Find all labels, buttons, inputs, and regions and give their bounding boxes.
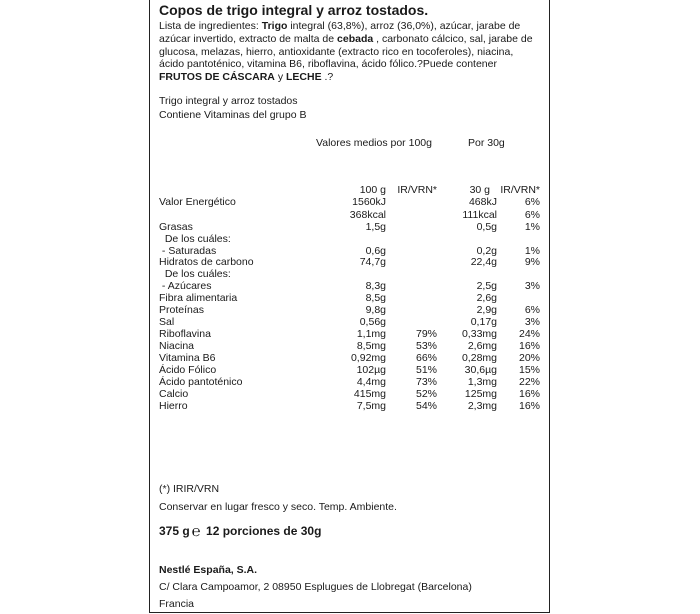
value-per100g: 102µg [356,364,386,376]
value-per100g: 368kcal [349,209,386,221]
ir-per30g: 1% [524,221,540,233]
ir-per30g: 20% [518,352,540,364]
subheader-ir-100g: IR/VRN* [397,184,437,196]
nutrient-name: Hidratos de carbono [159,256,254,268]
nutrient-name: Riboflavina [159,328,211,340]
subheader-100g: 100 g [359,184,386,196]
subheader-ir-30g: IR/VRN* [500,184,540,196]
ir-per30g: 24% [518,328,540,340]
value-per100g: 415mg [353,388,386,400]
ir-per30g: 6% [524,196,540,208]
value-per30g: 2,5g [476,280,497,292]
value-per100g: 1560kJ [352,196,386,208]
value-per30g: 0,28mg [461,352,497,364]
nutrient-name: Proteínas [159,304,204,316]
ir-per100g: 51% [415,364,437,376]
ir-per30g: 1% [524,245,540,257]
nutrient-name: Calcio [159,388,189,400]
ir-per30g: 16% [518,400,540,412]
ir-per30g: 3% [524,316,540,328]
value-per30g: 2,6g [476,292,497,304]
nutrient-name: Hierro [159,400,188,412]
nutrient-name: Ácido pantoténico [159,376,243,388]
value-per30g: 468kJ [468,196,497,208]
value-per30g: 22,4g [470,256,497,268]
nutrient-name: - Azúcares [159,280,212,292]
ingredients-segment: integral (63,8%), arroz (36,0%), azúcar, jarabe de azúcar invertido, extracto de malta de [159,20,521,45]
ir-per30g: 16% [518,340,540,352]
nutrient-name: Vitamina B6 [159,352,216,364]
ir-per100g: 73% [415,376,437,388]
nutrient-name: Grasas [159,221,193,233]
ir-per30g: 15% [518,364,540,376]
nutrient-name: - Saturadas [159,245,217,257]
value-per30g: 0,33mg [461,328,497,340]
ir-per100g: 79% [415,328,437,340]
value-per100g: 1,5g [365,221,386,233]
value-per30g: 111kcal [462,209,497,221]
net-weight: 375 g [159,524,190,538]
ir-per30g: 22% [518,376,540,388]
value-per100g: 8,5g [365,292,386,304]
nutrient-name: De los cuáles: [159,268,231,280]
nutrient-name: Fibra alimentaria [159,292,238,304]
ingredients-list [159,20,539,84]
value-per30g: 0,5g [476,221,497,233]
nutrient-name: Ácido Fólico [159,364,217,376]
value-per30g: 2,3mg [467,400,497,412]
ir-per30g: 3% [524,280,540,292]
value-per100g: 1,1mg [356,328,386,340]
package-info [159,524,321,538]
company-name: Nestlé España, S.A. [159,564,258,576]
ingredients-segment: Lista de ingredientes: [159,20,262,32]
value-per100g: 4,4mg [356,376,386,388]
storage-text: Conservar en lugar fresco y seco. Temp. Ambiente. [159,501,397,513]
ir-per100g: 53% [415,340,437,352]
subheader-30g: 30 g [469,184,490,196]
product-title: Copos de trigo integral y arroz tostados. [159,2,429,18]
description-line-1: Trigo integral y arroz tostados [159,95,298,107]
value-per30g: 0,17g [470,316,497,328]
ingredients-segment: .? [321,71,334,84]
nutrient-name: De los cuáles: [159,233,231,245]
ingredients-segment: y [274,71,286,84]
ingredients-segment: LECHE [286,71,322,84]
value-per100g: 74,7g [359,256,386,268]
column-header-per100g: Valores medios por 100g [316,137,432,149]
value-per30g: 2,9g [476,304,497,316]
value-per100g: 9,8g [365,304,386,316]
value-per100g: 8,5mg [356,340,386,352]
nutrient-name: Valor Energético [159,196,236,208]
column-header-per30g: Por 30g [468,137,505,149]
value-per30g: 1,3mg [467,376,497,388]
ir-per30g: 9% [524,256,540,268]
value-per100g: 8,3g [365,280,386,292]
estimated-sign-icon: ℮ [191,523,201,540]
value-per30g: 0,2g [476,245,497,257]
value-per100g: 0,56g [359,316,386,328]
value-per30g: 30,6µg [464,364,497,376]
nutrient-name: Niacina [159,340,195,352]
value-per30g: 2,6mg [467,340,497,352]
portions: 12 porciones de 30g [206,524,322,538]
ingredients-segment: cebada [337,32,374,45]
ir-per30g: 6% [524,209,540,221]
company-address: C/ Clara Campoamor, 2 08950 Esplugues de Llobregat (Barcelona) [159,581,472,593]
description-line-2: Contiene Vitaminas del grupo B [159,109,307,121]
ir-per100g: 66% [415,352,437,364]
value-per30g: 125mg [464,388,497,400]
ir-per30g: 16% [518,388,540,400]
footnote: (*) IRIR/VRN [159,483,220,495]
ingredients-segment: , carbonato cálcico, sal, jarabe de glucosa, melazas, hierro, antioxidante (extracto rico en tocoferoles), niacina, ácido pantoténico, vitamina B6, riboflavina, ácido fólico.?Puede contener [159,32,533,71]
ir-per30g: 6% [524,304,540,316]
ingredients-segment: Trigo [261,20,288,32]
value-per100g: 0,6g [365,245,386,257]
value-per100g: 0,92mg [350,352,386,364]
company-country: Francia [159,598,195,610]
value-per100g: 7,5mg [356,400,386,412]
ir-per100g: 54% [415,400,437,412]
ingredients-segment: FRUTOS DE CÁSCARA [159,71,275,84]
nutrient-name: Sal [159,316,175,328]
ir-per100g: 52% [415,388,437,400]
